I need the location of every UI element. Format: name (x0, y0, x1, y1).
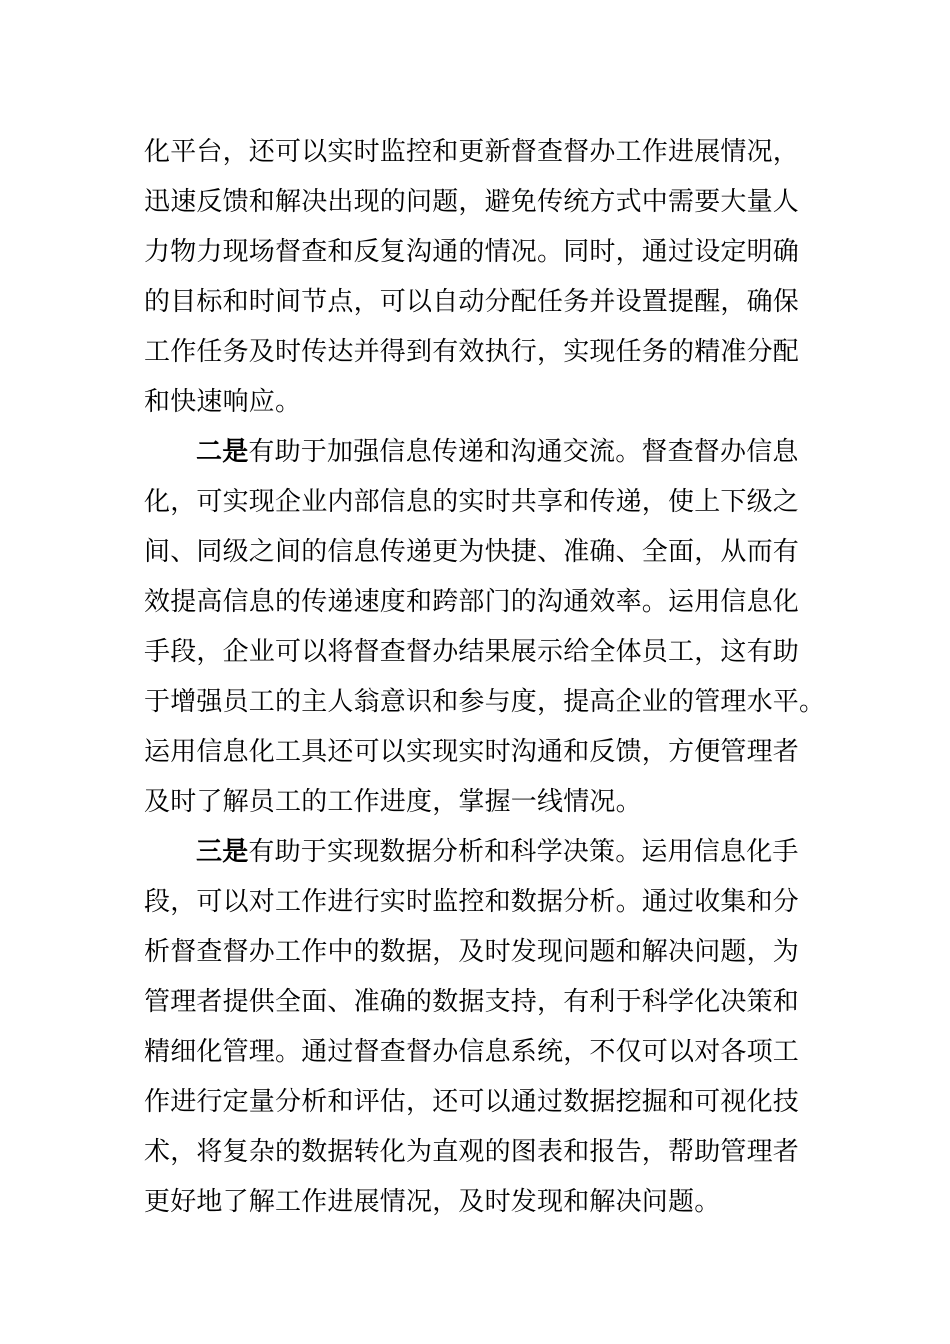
text-line: 析督查督办工作中的数据，及时发现问题和解决问题，为 (144, 937, 800, 967)
text-line: 间、同级之间的信息传递更为快捷、准确、全面，从而有 (144, 537, 800, 567)
point-lead-text: 有助于加强信息传递和沟通交流。督查督办信息 (248, 437, 799, 467)
paragraph-third-point (144, 827, 804, 1227)
text-line: 化，可实现企业内部信息的实时共享和传递，使上下级之 (144, 487, 800, 517)
text-line: 精细化管理。通过督查督办信息系统，不仅可以对各项工 (144, 1037, 800, 1067)
text-line: 和快速响应。 (144, 387, 302, 417)
point-lead-label: 二是 (196, 437, 249, 467)
text-line-first (144, 427, 804, 477)
text-line: 化平台，还可以实时监控和更新督查督办工作进展情况， (144, 137, 800, 167)
text-line: 迅速反馈和解决出现的问题，避免传统方式中需要大量人 (144, 187, 800, 217)
text-line: 段，可以对工作进行实时监控和数据分析。通过收集和分 (144, 887, 800, 917)
text-line-first (144, 827, 804, 877)
point-lead-text: 有助于实现数据分析和科学决策。运用信息化手 (248, 837, 799, 867)
point-lead-label: 三是 (196, 837, 249, 867)
paragraph-continuation (144, 127, 804, 427)
text-line: 术，将复杂的数据转化为直观的图表和报告，帮助管理者 (144, 1137, 800, 1167)
text-line: 管理者提供全面、准确的数据支持，有利于科学化决策和 (144, 987, 800, 1017)
text-line: 效提高信息的传递速度和跨部门的沟通效率。运用信息化 (144, 587, 800, 617)
paragraph-second-point (144, 427, 826, 827)
text-line: 工作任务及时传达并得到有效执行，实现任务的精准分配 (144, 337, 800, 367)
text-line: 运用信息化工具还可以实现实时沟通和反馈，方便管理者 (144, 737, 800, 767)
text-line: 及时了解员工的工作进度，掌握一线情况。 (144, 787, 642, 817)
text-line: 作进行定量分析和评估，还可以通过数据挖掘和可视化技 (144, 1087, 800, 1117)
text-line: 更好地了解工作进展情况，及时发现和解决问题。 (144, 1187, 721, 1217)
text-line: 手段，企业可以将督查督办结果展示给全体员工，这有助 (144, 637, 800, 667)
text-line: 的目标和时间节点，可以自动分配任务并设置提醒，确保 (144, 287, 800, 317)
document-body (144, 127, 826, 1227)
text-line: 力物力现场督查和反复沟通的情况。同时，通过设定明确 (144, 237, 800, 267)
text-line: 于增强员工的主人翁意识和参与度，提高企业的管理水平。 (144, 687, 826, 717)
